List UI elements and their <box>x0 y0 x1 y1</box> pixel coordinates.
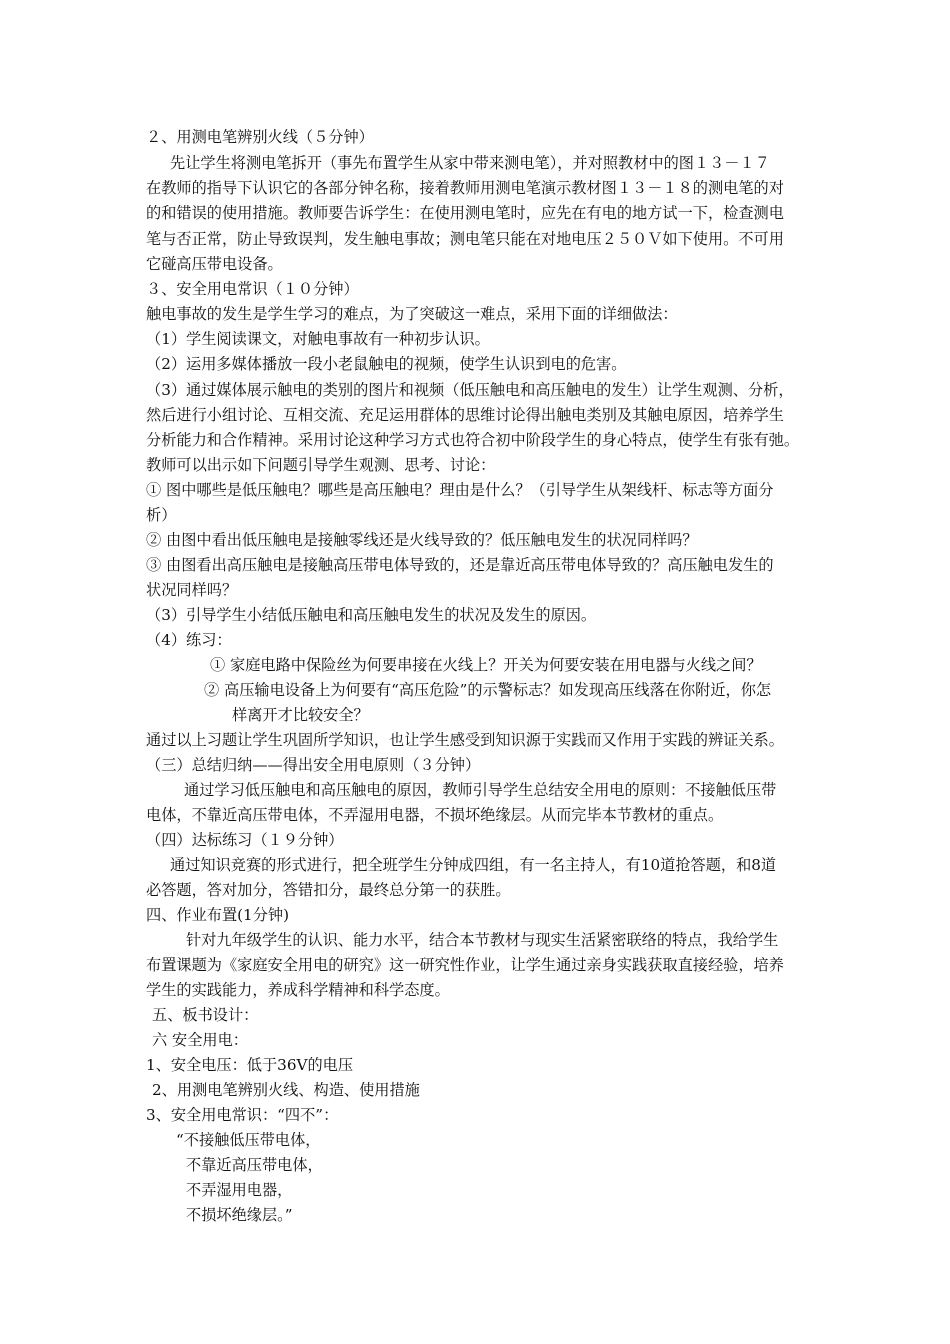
list-item: （4）练习： <box>146 631 232 649</box>
paragraph-line: 必答题，答对加分，答错扣分，最终总分第一的获胜。 <box>146 881 511 899</box>
list-item: （3）通过媒体展示触电的类别的图片和视频（低压触电和高压触电的发生）让学生观测、分析， <box>146 381 794 399</box>
paragraph-line: 触电事故的发生是学生学习的难点，为了突破这一难点，采用下面的详细做法： <box>146 305 678 323</box>
paragraph-line: 的和错误的使用措施。教师要告诉学生：在使用测电笔时，应先在有电的地方试一下，检查测电 <box>146 204 784 222</box>
board-item: 3、安全用电常识：“四不”： <box>146 1106 339 1124</box>
paragraph-line: 通过以上习题让学生巩固所学知识，也让学生感受到知识源于实践而又作用于实践的辨证关系。 <box>146 731 784 749</box>
list-item: （3）引导学生小结低压触电和高压触电发生的状况及发生的原因。 <box>146 606 597 624</box>
paragraph-line: 学生的实践能力，养成科学精神和科学态度。 <box>146 981 450 999</box>
four-nots-line: 不损坏绝缘层。” <box>186 1206 293 1224</box>
question-item: ② 由图中看出低压触电是接触零线还是火线导致的？低压触电发生的状况同样吗？ <box>146 531 698 549</box>
heading-test-pen: ２、用测电笔辨别火线（５分钟） <box>146 128 374 146</box>
board-item: 2、用测电笔辨别火线、构造、使用措施 <box>152 1081 420 1099</box>
exercise-item: ① 家庭电路中保险丝为何要串接在火线上？开关为何要安装在用电器与火线之间？ <box>210 656 762 674</box>
paragraph-line: 状况同样吗？ <box>146 581 238 599</box>
paragraph-line: 析） <box>146 506 177 524</box>
list-item: （1）学生阅读课文，对触电事故有一种初步认识。 <box>146 330 490 348</box>
list-item: （2）运用多媒体播放一段小老鼠触电的视频，使学生认识到电的危害。 <box>146 355 627 373</box>
heading-board-design: 五、板书设计： <box>152 1006 259 1024</box>
paragraph-line: 通过学习低压触电和高压触电的原因，教师引导学生总结安全用电的原则：不接触低压带 <box>184 781 777 799</box>
exercise-item: ② 高压输电设备上为何要有“高压危险”的示警标志？如发现高压线落在你附近，你怎 <box>204 681 772 699</box>
paragraph-line: 通过知识竞赛的形式进行，把全班学生分钟成四组，有一名主持人，有10道抢答题，和8道 <box>170 856 777 874</box>
board-item: 1、安全电压：低于36V的电压 <box>146 1056 354 1074</box>
paragraph-line: 教师可以出示如下问题引导学生观测、思考、讨论： <box>146 456 496 474</box>
paragraph-line: 然后进行小组讨论、互相交流、充足运用群体的思维讨论得出触电类别及其触电原因，培养学生 <box>146 406 784 424</box>
heading-summary: （三）总结归纳——得出安全用电原则（３分钟） <box>146 756 481 774</box>
four-nots-line: 不弄湿用电器， <box>186 1181 293 1199</box>
board-title: 六 安全用电： <box>152 1031 248 1049</box>
four-nots-line: 不靠近高压带电体， <box>186 1156 323 1174</box>
paragraph-line: 电体，不靠近高压带电体，不弄湿用电器，不损坏绝缘层。从而完毕本节教材的重点。 <box>146 806 724 824</box>
paragraph-line: 笔与否正常，防止导致误判，发生触电事故；测电笔只能在对地电压２５０Ｖ如下使用。不可用 <box>146 230 784 248</box>
paragraph-line: 分析能力和合作精神。采用讨论这种学习方式也符合初中阶段学生的身心特点，使学生有张有弛。 <box>146 431 800 449</box>
paragraph-line: 它碰高压带电设备。 <box>146 255 283 273</box>
question-item: ① 图中哪些是低压触电？哪些是高压触电？理由是什么？（引导学生从架线杆、标志等方面分 <box>146 481 774 499</box>
paragraph-line: 针对九年级学生的认识、能力水平，结合本节教材与现实生活紧密联络的特点，我给学生 <box>186 931 779 949</box>
question-item: ③ 由图看出高压触电是接触高压带电体导致的，还是靠近高压带电体导致的？高压触电发生的 <box>146 556 774 574</box>
four-nots-line: “不接触低压带电体， <box>176 1131 321 1149</box>
paragraph-line: 布置课题为《家庭安全用电的研究》这一研究性作业，让学生通过亲身实践获取直接经验，培养 <box>146 956 784 974</box>
paragraph-line: 样离开才比较安全？ <box>232 706 369 724</box>
paragraph-line: 先让学生将测电笔拆开（事先布置学生从家中带来测电笔），并对照教材中的图１３－１７ <box>170 154 770 172</box>
heading-practice: （四）达标练习（１９分钟） <box>146 831 344 849</box>
paragraph-line: 在教师的指导下认识它的各部分钟名称，接着教师用测电笔演示教材图１３－１８的测电笔的对 <box>146 179 784 197</box>
heading-homework: 四、作业布置(1分钟) <box>146 906 290 924</box>
heading-safety-knowledge: ３、安全用电常识（１０分钟） <box>146 280 359 298</box>
